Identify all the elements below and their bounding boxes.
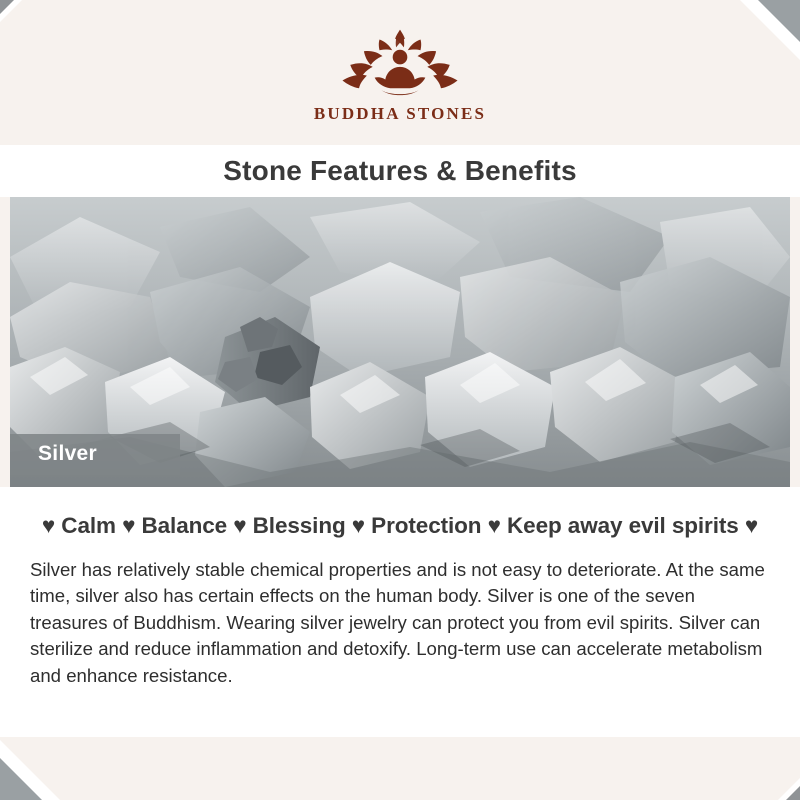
benefit-keywords: ♥ Calm ♥ Balance ♥ Blessing ♥ Protection ♥ Keep away evil spirits ♥	[41, 513, 759, 538]
corner-accent-bottom-left-gray	[0, 758, 42, 800]
corner-accent-top-right-gray	[758, 0, 800, 42]
content-card	[0, 487, 800, 737]
lotus-meditation-figure-icon	[335, 22, 465, 100]
page-title: Stone Features & Benefits	[223, 155, 577, 186]
stone-photo	[10, 197, 790, 487]
corner-accent-top-left-gray	[0, 0, 14, 14]
stone-description: Silver has relatively stable chemical properties and is not easy to deteriorate. At the same time, silver also has certain effects on the human body. Silver is one of the seven treasures of Buddhism. Wearing silver jewelry can protect you from evil spirits. Silver can sterilize and reduce inflammation and detoxify. Long-term use can accelerate metabolism and enhance resistance.	[30, 559, 765, 686]
brand-header	[0, 0, 800, 145]
brand-name: BUDDHA STONES	[313, 104, 487, 123]
corner-accent-bottom-right-gray	[786, 786, 800, 800]
section-title-band	[0, 145, 800, 197]
stone-name-label: Silver	[10, 434, 180, 475]
footer-strip	[0, 764, 800, 800]
